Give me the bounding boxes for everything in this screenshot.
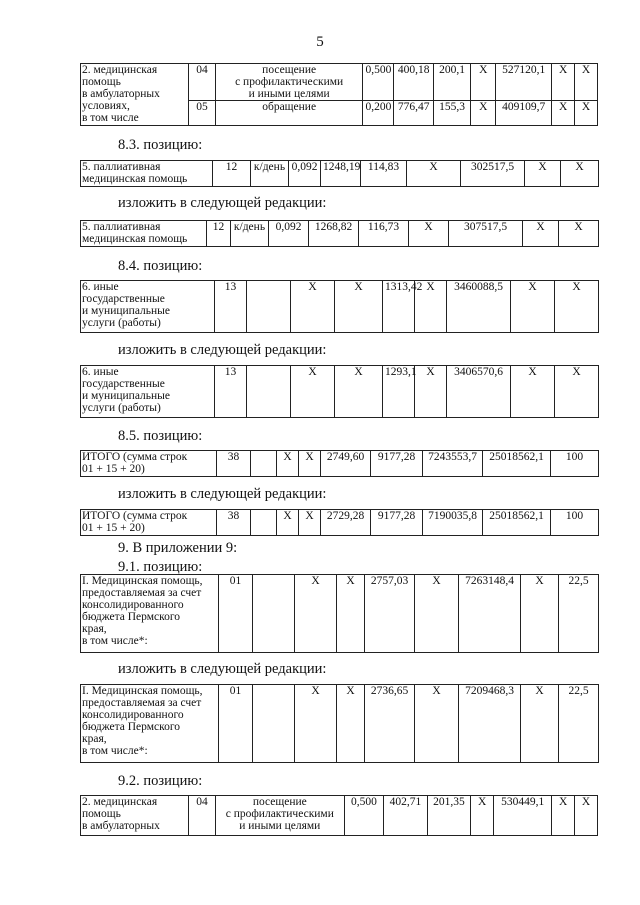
row-name-cell: 5. паллиативная медицинская помощь xyxy=(81,161,213,187)
value-cell: 2757,03 xyxy=(365,575,415,653)
value-cell: Х xyxy=(291,281,335,333)
value-cell xyxy=(247,281,291,333)
value-cell: Х xyxy=(277,510,299,536)
value-cell: 38 xyxy=(217,451,251,477)
value-cell: 1313,42 xyxy=(383,281,415,333)
value-cell: 13 xyxy=(215,281,247,333)
value-cell: 1268,82 xyxy=(309,221,359,247)
value-cell: 22,5 xyxy=(559,685,599,763)
value-cell: Х xyxy=(415,685,459,763)
value-cell: 3406570,6 xyxy=(447,366,511,418)
value-cell: 25018562,1 xyxy=(483,451,551,477)
table-palliative-old xyxy=(80,160,599,187)
value-cell: Х xyxy=(511,366,555,418)
table-budget-old xyxy=(80,574,599,653)
table-services-new xyxy=(80,365,599,418)
value-cell: Х xyxy=(523,221,559,247)
value-cell: Х xyxy=(415,575,459,653)
value-cell: 9177,28 xyxy=(371,510,423,536)
table-total-new xyxy=(80,509,599,536)
value-cell xyxy=(253,685,295,763)
table-palliative-new xyxy=(80,220,599,247)
table-budget-new xyxy=(80,684,599,763)
value-cell: 0,500 xyxy=(363,64,394,101)
value-cell: 7190035,8 xyxy=(423,510,483,536)
purpose-cell: обращение xyxy=(215,101,362,126)
value-cell: Х xyxy=(575,796,598,836)
value-cell: 7263148,4 xyxy=(459,575,521,653)
value-cell: 409109,7 xyxy=(496,101,552,126)
section-8-5-heading: 8.5. позицию: xyxy=(118,428,203,444)
value-cell: 12 xyxy=(213,161,251,187)
value-cell: Х xyxy=(415,366,447,418)
value-cell: Х xyxy=(575,64,598,101)
value-cell: 402,71 xyxy=(384,796,428,836)
value-cell: Х xyxy=(525,161,561,187)
value-cell: Х xyxy=(295,685,337,763)
row-code: 04 xyxy=(188,796,215,836)
purpose-cell: посещение с профилактическими и иными целями xyxy=(215,796,344,836)
value-cell: Х xyxy=(295,575,337,653)
section-8-4-heading: 8.4. позицию: xyxy=(118,258,203,274)
value-cell: 307517,5 xyxy=(449,221,523,247)
table-total-old xyxy=(80,450,599,477)
value-cell: 400,18 xyxy=(394,64,433,101)
value-cell: Х xyxy=(299,451,321,477)
value-cell: 530449,1 xyxy=(494,796,552,836)
value-cell: 9177,28 xyxy=(371,451,423,477)
value-cell: 7243553,7 xyxy=(423,451,483,477)
value-cell: 25018562,1 xyxy=(483,510,551,536)
value-cell: Х xyxy=(575,101,598,126)
value-cell xyxy=(247,366,291,418)
value-cell: Х xyxy=(335,281,383,333)
value-cell: 2749,60 xyxy=(321,451,371,477)
table-ambulatory-9 xyxy=(80,795,598,836)
value-cell: 0,500 xyxy=(344,796,383,836)
section-9-2-heading: 9.2. позицию: xyxy=(118,773,203,789)
table-services-old xyxy=(80,280,599,333)
section-9-1-heading: 9.1. позицию: xyxy=(118,559,203,575)
row-name-cell: 5. паллиативная медицинская помощь xyxy=(81,221,207,247)
value-cell: 116,73 xyxy=(359,221,409,247)
row-name-cell: 2. медицинская помощь в амбулаторных xyxy=(81,796,189,836)
value-cell: Х xyxy=(552,64,575,101)
section-8-3-heading: 8.3. позицию: xyxy=(118,137,203,153)
value-cell: Х xyxy=(409,221,449,247)
row-name-cell: 6. иные государственные и муниципальные услуги (работы) xyxy=(81,366,215,418)
value-cell: Х xyxy=(555,366,599,418)
value-cell: Х xyxy=(335,366,383,418)
edit-heading-3: изложить в следующей редакции: xyxy=(118,486,327,502)
value-cell: 0,092 xyxy=(289,161,321,187)
row-name-cell: ИТОГО (сумма строк 01 + 15 + 20) xyxy=(81,451,217,477)
value-cell: 1293,1 xyxy=(383,366,415,418)
value-cell: к/день xyxy=(251,161,289,187)
value-cell: Х xyxy=(471,796,494,836)
value-cell: Х xyxy=(561,161,599,187)
row-name-cell: ИТОГО (сумма строк 01 + 15 + 20) xyxy=(81,510,217,536)
value-cell: Х xyxy=(521,575,559,653)
value-cell: Х xyxy=(299,510,321,536)
value-cell xyxy=(253,575,295,653)
value-cell: 100 xyxy=(551,451,599,477)
purpose-cell: посещение с профилактическими и иными целями xyxy=(215,64,362,101)
value-cell: 2729,28 xyxy=(321,510,371,536)
value-cell: Х xyxy=(552,101,575,126)
value-cell: Х xyxy=(471,64,496,101)
value-cell: Х xyxy=(511,281,555,333)
value-cell: Х xyxy=(559,221,599,247)
value-cell: 01 xyxy=(219,575,253,653)
value-cell: Х xyxy=(337,685,365,763)
value-cell: 0,200 xyxy=(363,101,394,126)
value-cell: 100 xyxy=(551,510,599,536)
value-cell: 38 xyxy=(217,510,251,536)
value-cell xyxy=(251,510,277,536)
value-cell: к/день xyxy=(231,221,269,247)
value-cell: 13 xyxy=(215,366,247,418)
row-name-cell: 6. иные государственные и муниципальные услуги (работы) xyxy=(81,281,215,333)
value-cell: 114,83 xyxy=(361,161,407,187)
value-cell: 7209468,3 xyxy=(459,685,521,763)
value-cell: 527120,1 xyxy=(496,64,552,101)
value-cell: Х xyxy=(407,161,461,187)
value-cell: Х xyxy=(555,281,599,333)
row-name-cell: 2. медицинская помощь в амбулаторных условиях, в том числе xyxy=(81,64,189,126)
edit-heading-2: изложить в следующей редакции: xyxy=(118,342,327,358)
value-cell: 201,35 xyxy=(427,796,471,836)
value-cell: 12 xyxy=(207,221,231,247)
value-cell: 3460088,5 xyxy=(447,281,511,333)
value-cell: 1248,19 xyxy=(321,161,361,187)
appendix-9-heading: 9. В приложении 9: xyxy=(118,540,238,556)
row-code: 04 xyxy=(188,64,215,101)
page-number: 5 xyxy=(316,34,324,50)
row-code: 05 xyxy=(188,101,215,126)
row-name-cell: I. Медицинская помощь, предоставляемая за счет консолидированного бюджета Пермского края, в том числе*: xyxy=(81,685,219,763)
value-cell: Х xyxy=(337,575,365,653)
table-ambulatory-old xyxy=(80,63,598,126)
value-cell: Х xyxy=(552,796,575,836)
value-cell: Х xyxy=(277,451,299,477)
value-cell: 2736,65 xyxy=(365,685,415,763)
edit-heading-4: изложить в следующей редакции: xyxy=(118,661,327,677)
value-cell: 01 xyxy=(219,685,253,763)
value-cell: Х xyxy=(415,281,447,333)
value-cell: 155,3 xyxy=(433,101,470,126)
value-cell: 302517,5 xyxy=(461,161,525,187)
value-cell: 0,092 xyxy=(269,221,309,247)
value-cell: Х xyxy=(471,101,496,126)
row-name-cell: I. Медицинская помощь, предоставляемая за счет консолидированного бюджета Пермского края, в том числе*: xyxy=(81,575,219,653)
value-cell: 776,47 xyxy=(394,101,433,126)
value-cell: Х xyxy=(291,366,335,418)
value-cell: Х xyxy=(521,685,559,763)
value-cell xyxy=(251,451,277,477)
value-cell: 22,5 xyxy=(559,575,599,653)
value-cell: 200,1 xyxy=(433,64,470,101)
edit-heading-1: изложить в следующей редакции: xyxy=(118,195,327,211)
